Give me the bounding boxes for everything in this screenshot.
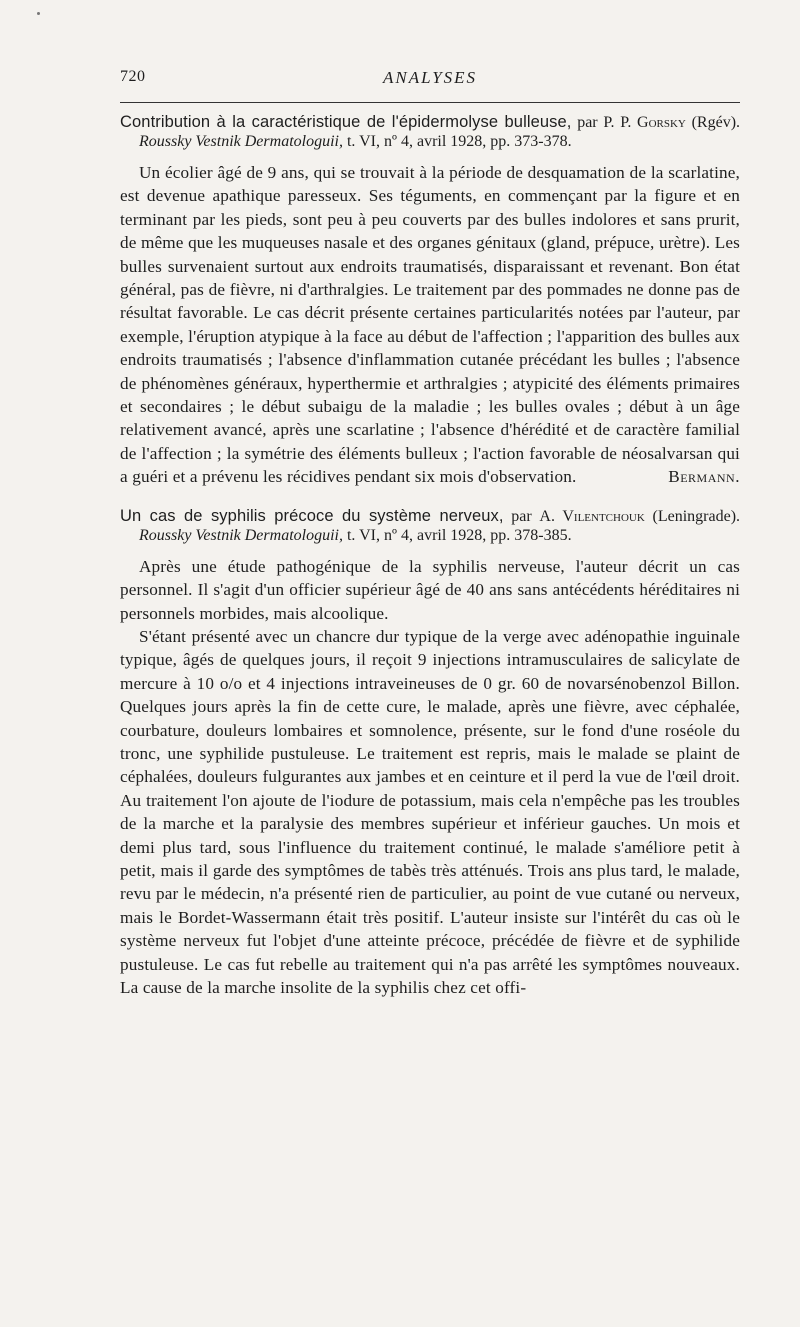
- document-page: [120, 62, 740, 999]
- article-paragraph: Après une étude pathogénique de la syphilis nerveuse, l'auteur décrit un cas personnel. Il s'agit d'un officier supérieur âgé de 40 ans sans antécédents héréditaires ni personnels morbides, mais alcoolique.: [120, 556, 740, 623]
- article-author: [603, 114, 686, 131]
- article-paragraph: Un écolier âgé de 9 ans, qui se trouvait à la période de desquamation de la scarlatine, est devenue apathique paresseux. Ses téguments, en commençant par la figure et en terminant par les pieds, sont peu à peu couverts par des bulles indolores et sans prurit, de même que les muqueuses nasale et des organes génitaux (gland, prépuce, urètre). Les bulles survenaient surtout aux endroits traumatisés, disparaissant et revenant. Bon état général, pas de fièvre, ni d'arthralgies. Le traitement par des pommades ne donne pas de résultat favorable. Le cas décrit présente certaines particularités notées par l'auteur, par exemple, l'éruption atypique à la face au début de l'affection ; l'apparition des bulles aux endroits traumatisés ; l'absence d'inflammation cutanée précédant les bulles ; l'absence de phénomènes généraux, hyperthermie et arthralgies ; atypicité des éléments primaires et secondaires ; le début subaigu de la maladie ; les bulles ovales ; début à un âge relativement avancé, après une scarlatine ; l'absence d'hérédité et de caractère familial de l'affection ; la symétrie des éléments bulleux ; l'action favorable de néosalvarsan qui a guéri et a prévenu les récidives pendant six mois d'observation.: [120, 163, 740, 487]
- page-header: [120, 62, 740, 102]
- article-author: [539, 508, 644, 525]
- journal-reference: t. VI, nº 4, avril 1928, pp. 373-378.: [346, 133, 572, 150]
- article-by: par: [577, 114, 598, 131]
- stray-dot: [37, 12, 40, 15]
- page-number: 720: [120, 68, 146, 85]
- article-heading: [120, 507, 740, 545]
- author-name: A. Vilentchouk: [539, 507, 645, 525]
- author-name: P. P. Gorsky: [603, 114, 686, 131]
- running-title: ANALYSES: [382, 68, 478, 87]
- reviewer-signature: Bermann.: [668, 467, 740, 487]
- article-by: par: [511, 507, 532, 525]
- article-title: Un cas de syphilis précoce du système nerveux,: [120, 506, 504, 525]
- journal-name: Roussky Vestnik Dermatologuii,: [139, 526, 343, 544]
- article-heading: [120, 113, 740, 151]
- article-body: [120, 161, 740, 489]
- header-rule: [120, 102, 740, 103]
- article-title: Contribution à la caractéristique de l'épidermolyse bulleuse,: [120, 113, 572, 131]
- article-epidermolyse: [120, 113, 740, 489]
- journal-reference: t. VI, nº 4, avril 1928, pp. 378-385.: [346, 526, 572, 544]
- article-paragraph: S'étant présenté avec un chancre dur typique de la verge avec adénopathie inguinale typique, âgés de quelques jours, il reçoit 9 injections intramusculaires de salicylate de mercure à 10 o/o et 4 injections intraveineuses de 0 gr. 60 de novarsénobenzol Billon. Quelques jours après la fin de cette cure, le malade, après une fièvre, avec céphalée, courbature, douleurs lombaires et somnolence, présente, sur le fond d'une roséole du tronc, une syphilide pustuleuse. Le traitement est repris, mais le malade se plaint de céphalées, douleurs fulgurantes aux jambes et en ceinture et il perd la vue de l'œil droit. Au traitement l'on ajoute de l'iodure de potassium, mais cela n'empêche pas les troubles de la marche et la paralysie des membres supérieur et inférieur gauches. Un mois et demi plus tard, sous l'influence du traitement continué, le malade s'améliore petit à petit, mais il garde des symptômes de tabès très atténués. Trois ans plus tard, le malade, revu par le médecin, n'a présenté rien de particulier, au point de vue cutané ou nerveux, mais le Bordet-Wassermann était très positif. L'auteur insiste sur l'intérêt du cas où le système nerveux fut l'objet d'une atteinte précoce, précédée de fièvre et de syphilide pustuleuse. Le cas fut rebelle au traitement qui n'a pas arrêté les symptômes nouveaux. La cause de la marche insolite de la syphilis chez cet offi-: [120, 626, 740, 997]
- journal-name: Roussky Vestnik Dermatologuii,: [139, 133, 343, 150]
- author-location: (Leningrade).: [652, 507, 741, 525]
- article-syphilis: [120, 507, 740, 1000]
- author-location: (Rgév).: [691, 114, 741, 131]
